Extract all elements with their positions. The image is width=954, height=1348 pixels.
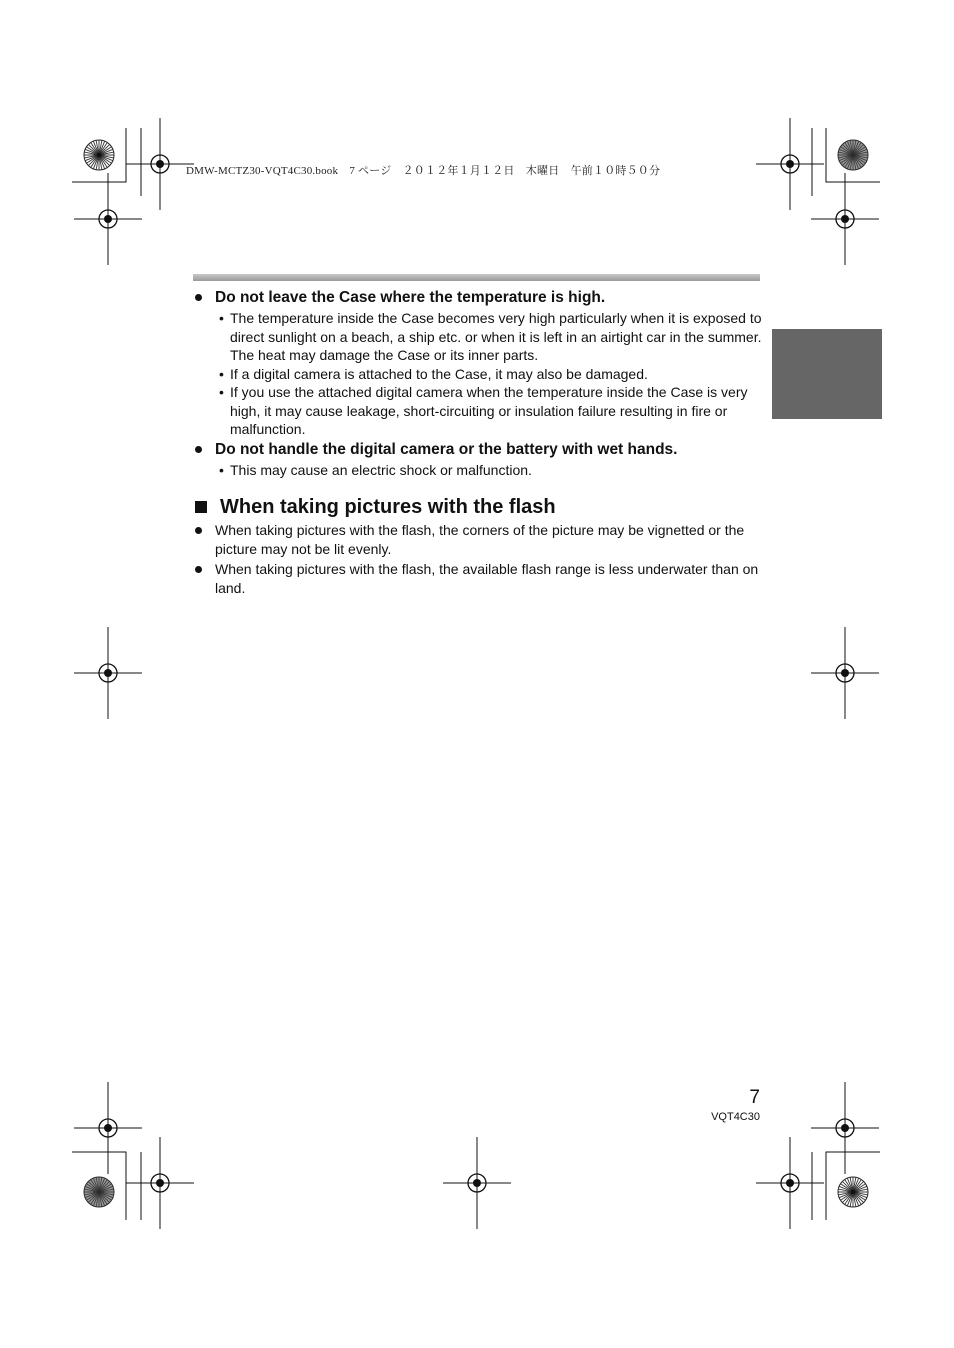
caution-details xyxy=(193,309,763,439)
list-item: When taking pictures with the flash, the corners of the picture may be vignetted or the picture may not be lit evenly. xyxy=(193,521,763,559)
top-rule xyxy=(193,274,760,281)
list-item: When taking pictures with the flash, the available flash range is less underwater than on land. xyxy=(193,560,763,598)
square-bullet-icon xyxy=(195,501,207,513)
side-tab xyxy=(772,329,882,419)
print-header: DMW-MCTZ30-VQT4C30.book 7 ページ ２０１２年１月１２日 木曜日 午前１０時５０分 xyxy=(186,165,661,177)
caution-heading: Do not handle the digital camera or the battery with wet hands. xyxy=(193,440,763,460)
document-code: VQT4C30 xyxy=(711,1111,760,1123)
list-item: • If you use the attached digital camera when the temperature inside the Case is very high, it may cause leakage, short-circuiting or insulation failure resulting in fire or malfunction. xyxy=(219,384,748,437)
bullet-dot xyxy=(195,527,202,534)
caution-details xyxy=(193,461,763,480)
bullet-dot xyxy=(195,446,202,453)
bullet-dot xyxy=(195,566,202,573)
bullet-dot xyxy=(195,294,202,301)
list-item: • If a digital camera is attached to the Case, it may also be damaged. xyxy=(219,365,648,382)
page-number: 7 xyxy=(749,1087,760,1108)
main-content xyxy=(193,288,763,598)
list-item: • This may cause an electric shock or malfunction. xyxy=(219,461,532,478)
section-title: When taking pictures with the flash xyxy=(193,494,763,520)
list-item: • The temperature inside the Case becomes very high particularly when it is exposed to direct sunlight on a beach, a ship etc. or when it is left in an airtight car in the summer. The heat may damage the Case or its inner parts. xyxy=(219,310,762,363)
caution-heading: Do not leave the Case where the temperature is high. xyxy=(193,288,763,308)
